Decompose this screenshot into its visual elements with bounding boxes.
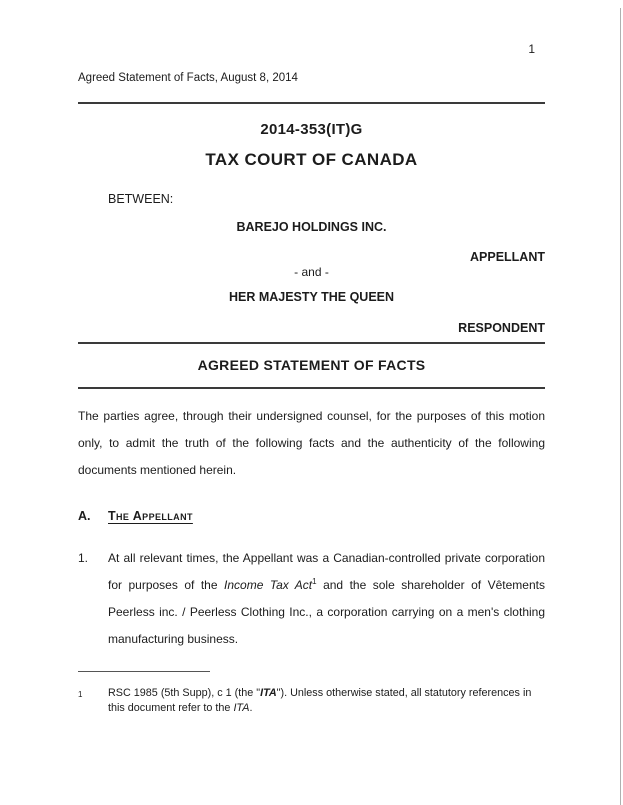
section-a-heading [78,508,545,524]
paragraph-1 [78,545,545,653]
paragraph-1-number: 1. [78,551,89,565]
paragraph-1-text-before: At all relevant times, the Appellant was a Canadian-controlled private corporation for purposes of the [108,551,545,592]
header-rule [78,102,545,104]
section-a-title: The Appellant [108,509,193,523]
page-content [78,70,545,716]
docket-number: 2014-353(IT)G [260,121,363,138]
document-title: AGREED STATEMENT OF FACTS [197,357,426,373]
section-a-label: A. [78,509,91,523]
statute-name-italic: Income Tax Act [224,578,313,592]
footnote-text-part-2: "). Unless otherwise stated, all statutory references in this document refer to the [108,687,532,714]
and-separator: - and - [294,265,329,279]
between-label: BETWEEN: [108,192,174,206]
footnote-reference: 1 [312,577,317,586]
footnote-text-part-3: . [249,702,253,714]
title-rule-top [78,342,545,344]
respondent-role: RESPONDENT [458,321,545,335]
footnote-separator [78,671,210,672]
footnote-1-marker: 1 [78,690,83,699]
footnote-1 [78,686,545,716]
court-name: TAX COURT OF CANADA [205,150,418,169]
paragraph-1-text-after: and the sole shareholder of Vêtements Peerless inc. / Peerless Clothing Inc., a corporation carrying on a men's clothing manufacturing business. [108,578,545,646]
paragraph-1-body [108,545,545,653]
ita-abbreviation-first: ITA [260,687,277,699]
respondent-name: HER MAJESTY THE QUEEN [228,290,395,304]
appellant-role: APPELLANT [470,250,545,264]
footnote-1-text [108,686,545,716]
title-rule-bottom [78,387,545,389]
page-number: 1 [528,42,535,56]
appellant-name: BAREJO HOLDINGS INC. [236,220,387,234]
footnote-text-part-1: RSC 1985 (5th Supp), c 1 (the " [108,687,261,699]
scan-edge-artifact [620,8,621,805]
intro-paragraph: The parties agree, through their undersigned counsel, for the purposes of this motion only, to admit the truth of the following facts and the authenticity of the following documents mentioned herein. [78,409,545,477]
running-header: Agreed Statement of Facts, August 8, 2014 [78,72,298,84]
ita-abbreviation-second: ITA [233,702,250,714]
